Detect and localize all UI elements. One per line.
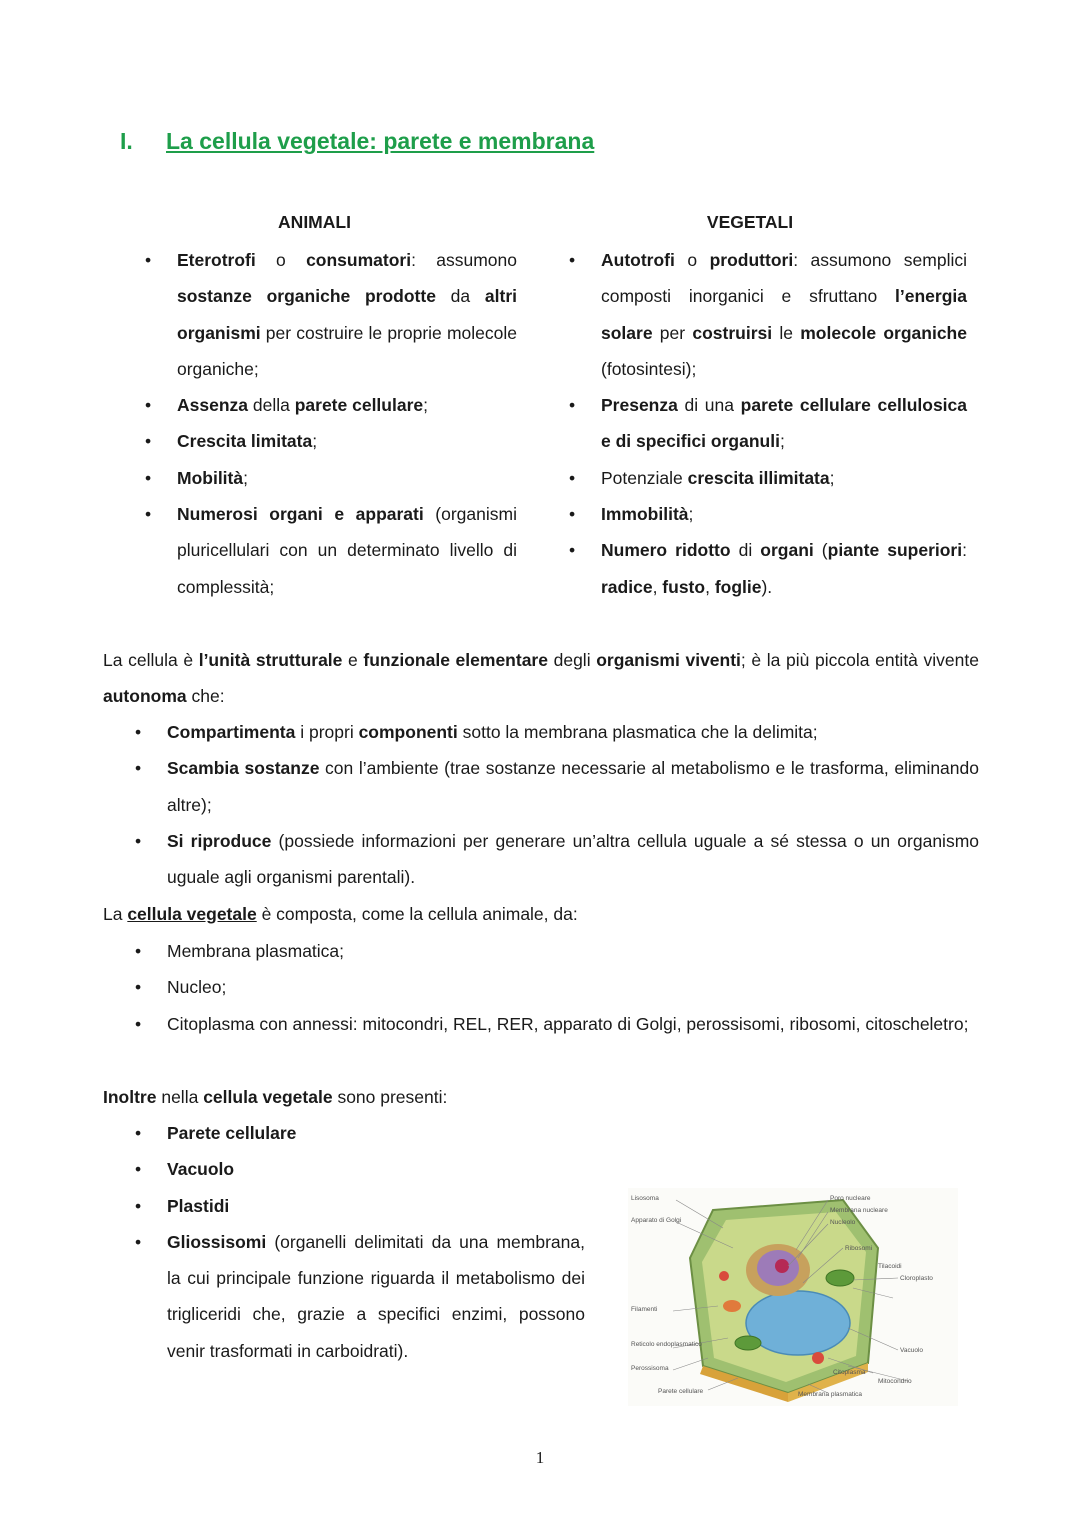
- text-run: (organismi pluricellulari con un determinato livello di complessità;: [177, 504, 517, 597]
- text-run: (organelli delimitati da una membrana, la cui principale funzione riguarda il metabolismo dei trigliceridi che, grazie a specifici enzimi, possono venir trasformati in carboidrati).: [167, 1231, 585, 1361]
- bold-run: piante superiori: [827, 540, 963, 561]
- text-run: i propri: [295, 722, 359, 742]
- vegetali-list: [569, 242, 967, 605]
- text-run: :: [962, 540, 967, 561]
- text-run: ;: [243, 467, 248, 488]
- list-item: [145, 387, 517, 423]
- bold-run: Immobilità: [601, 504, 689, 525]
- text-run: le: [772, 322, 801, 343]
- bold-run: fusto: [662, 576, 706, 597]
- text-run: e: [342, 650, 364, 670]
- list-item: [569, 387, 967, 460]
- bold-run: Plastidi: [167, 1195, 230, 1216]
- text-run: ).: [761, 576, 773, 597]
- figure-label-left-5: Perossisoma: [631, 1365, 669, 1372]
- bold-run: Vacuolo: [167, 1159, 235, 1180]
- list-item: [135, 1188, 585, 1224]
- bold-run: l’unità strutturale: [198, 650, 343, 670]
- text-run: nella: [156, 1087, 204, 1107]
- text-run: (fotosintesi);: [601, 358, 697, 379]
- page-number: 1: [535, 1448, 545, 1467]
- text-run: ; è la più piccola entità vivente: [740, 650, 979, 670]
- list-item: [569, 242, 967, 387]
- bold-run: Si riproduce: [167, 830, 272, 851]
- bold-run: Numero ridotto: [601, 540, 731, 561]
- list-item: [135, 714, 979, 750]
- text-run: : assumono: [411, 250, 517, 270]
- figure-label-right-10: Membrana plasmatica: [798, 1391, 862, 1398]
- bold-run: consumatori: [306, 250, 412, 270]
- figure-label-right-5: Tilacoidi: [878, 1263, 902, 1270]
- chloroplast-1: [826, 1270, 854, 1286]
- figure-label-right-8: Citoplasma: [833, 1369, 866, 1376]
- bold-run: Scambia sostanze: [167, 758, 320, 779]
- bold-run: Parete cellulare: [167, 1123, 297, 1143]
- text-run: di una: [677, 395, 741, 416]
- bold-run: Gliossisomi: [167, 1231, 267, 1252]
- bold-run: Crescita limitata: [177, 431, 313, 452]
- figure-label-right-7: Vacuolo: [900, 1347, 924, 1354]
- text-run: La cellula è: [103, 650, 199, 670]
- bold-run: Mobilità: [177, 467, 244, 488]
- figure-label-left-1: Lisosoma: [631, 1195, 659, 1202]
- list-item: [135, 1224, 585, 1369]
- bold-run: Eterotrofi: [177, 250, 256, 270]
- text-run: di: [730, 540, 761, 561]
- list-item: [569, 496, 967, 532]
- column-header-animali: ANIMALI: [278, 212, 351, 232]
- text-run: ;: [779, 431, 785, 452]
- extra-paragraph: [103, 1079, 979, 1115]
- section-heading: [120, 128, 594, 155]
- figure-label-left-3: Filamenti: [631, 1306, 658, 1313]
- bold-run: componenti: [358, 722, 458, 742]
- bold-run: molecole organiche: [800, 322, 967, 343]
- bold-run: organismi viventi: [596, 650, 741, 670]
- bold-run: crescita illimitata: [687, 467, 830, 488]
- bold-run: foglie: [714, 576, 762, 597]
- text-run: sotto la membrana plasmatica che la delimita;: [457, 722, 818, 742]
- list-item: [135, 750, 979, 823]
- text-run: : assumono semplici composti inorganici e sfruttano: [601, 250, 967, 307]
- bold-run: sostanze organiche prodotte: [177, 286, 436, 307]
- plant-cell-illustration: [628, 1188, 958, 1406]
- bold-run: Autotrofi: [601, 250, 675, 270]
- figure-label-left-6: Parete cellulare: [658, 1388, 704, 1395]
- text-run: sono presenti:: [332, 1087, 448, 1107]
- animali-list: [145, 242, 517, 605]
- list-item: [569, 532, 967, 605]
- figure-label-left-2: Apparato di Golgi: [631, 1217, 682, 1224]
- list-item: [135, 1115, 585, 1151]
- figure-label-right-9: Mitocondrio: [878, 1378, 912, 1385]
- bold-run: Presenza: [601, 395, 678, 416]
- bold-run: Assenza: [177, 395, 249, 416]
- list-item: [145, 242, 517, 387]
- text-run: ;: [829, 467, 835, 488]
- composition-paragraph: [103, 896, 979, 932]
- text-run: La: [103, 904, 128, 924]
- text-run: della: [248, 395, 295, 416]
- text-run: Citoplasma con annessi: mitocondri, REL, RER, apparato di Golgi, perossisomi, ribosomi, citoscheletro;: [167, 1013, 969, 1034]
- text-run: ,: [652, 576, 663, 597]
- list-item: [135, 933, 979, 969]
- list-item: [145, 460, 517, 496]
- composition-list: [135, 933, 979, 1042]
- bold-run: costruirsi: [692, 322, 773, 343]
- plant-cell-diagram: [628, 1188, 958, 1406]
- bold-run: Numerosi organi e apparati: [177, 504, 424, 525]
- text-run: da: [435, 286, 485, 307]
- nucleolus-shape: [775, 1259, 789, 1273]
- extra-list: [135, 1115, 585, 1369]
- peroxisome-shape: [812, 1352, 824, 1364]
- text-run: degli: [547, 650, 597, 670]
- text-run: per costruire le proprie molecole organiche;: [177, 322, 517, 379]
- text-run: ;: [312, 431, 318, 452]
- bold-run: cellula vegetale: [127, 904, 257, 924]
- list-item: [135, 1006, 979, 1042]
- bold-run: radice: [601, 576, 653, 597]
- text-run: (: [813, 540, 828, 561]
- text-run: ;: [688, 504, 694, 525]
- list-item: [135, 969, 979, 1005]
- list-item: [145, 496, 517, 605]
- bold-run: altri organismi: [177, 286, 517, 343]
- list-item: [135, 823, 979, 896]
- bold-run: parete cellulare: [294, 395, 424, 416]
- figure-label-right-4: Ribosomi: [845, 1245, 873, 1252]
- figure-label-right-2: Membrana nucleare: [830, 1207, 888, 1214]
- figure-label-right-3: Nucleolo: [830, 1219, 856, 1226]
- column-header-vegetali: VEGETALI: [706, 212, 794, 232]
- section-number: I.: [120, 128, 133, 154]
- text-run: (possiede informazioni per generare un’altra cellula uguale a sé stessa o un organismo uguale agli organismi parentali).: [167, 830, 980, 888]
- text-run: per: [652, 322, 693, 343]
- bold-run: parete cellulare cellulosica e di specifici organuli: [601, 395, 968, 452]
- section-title: La cellula vegetale: parete e membrana: [166, 128, 595, 154]
- list-item: [135, 1151, 585, 1187]
- bold-run: Inoltre: [103, 1087, 157, 1107]
- text-run: o: [255, 250, 307, 270]
- text-run: con l’ambiente (trae sostanze necessarie al metabolismo e le trasforma, eliminando altre);: [167, 758, 979, 815]
- list-item: [569, 460, 967, 496]
- bold-run: cellula vegetale: [203, 1087, 333, 1107]
- text-run: che:: [186, 686, 225, 707]
- intro-paragraph: [103, 642, 979, 715]
- bold-run: Compartimenta: [167, 722, 296, 742]
- intro-list: [135, 714, 979, 895]
- list-item: [145, 423, 517, 459]
- text-run: è composta, come la cellula animale, da:: [256, 904, 578, 924]
- figure-label-right-1: Poro nucleare: [830, 1195, 871, 1202]
- bold-run: l’energia solare: [601, 286, 967, 343]
- bold-run: autonoma: [103, 686, 187, 707]
- text-run: Membrana plasmatica;: [167, 941, 345, 961]
- bold-run: produttori: [709, 250, 794, 270]
- bold-run: funzionale elementare: [363, 650, 548, 670]
- text-run: ;: [423, 395, 428, 416]
- figure-label-right-6: Cloroplasto: [900, 1275, 933, 1282]
- figure-label-left-4: Reticolo endoplasmatico: [631, 1341, 702, 1348]
- text-run: Potenziale: [601, 467, 688, 488]
- bold-run: organi: [760, 540, 814, 561]
- lysosome-shape: [719, 1271, 729, 1281]
- text-run: Nucleo;: [167, 977, 227, 998]
- chloroplast-2: [735, 1336, 761, 1350]
- vacuole-shape: [746, 1291, 850, 1355]
- text-run: o: [674, 250, 710, 270]
- mitochondrion-shape: [723, 1300, 741, 1312]
- text-run: ,: [705, 576, 715, 597]
